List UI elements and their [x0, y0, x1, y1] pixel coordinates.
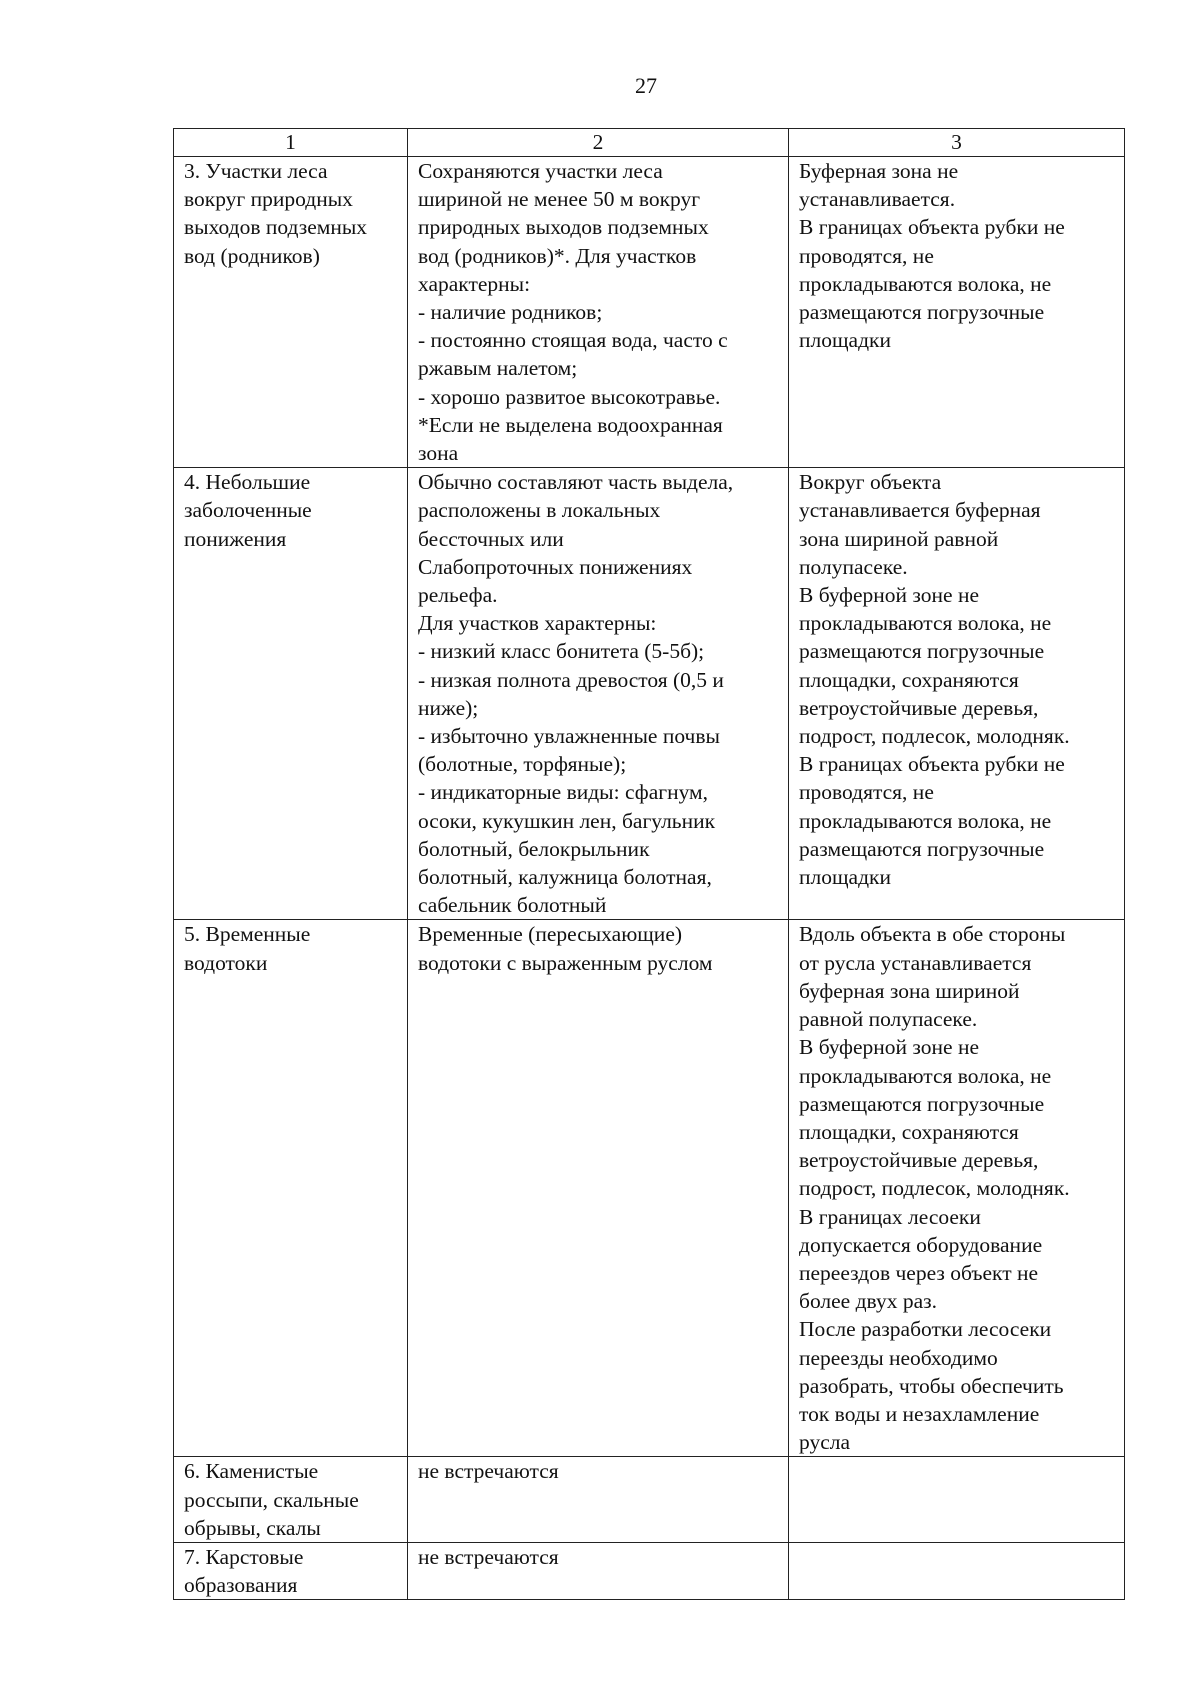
object-description-cell: Обычно составляют часть выдела, расположены в локальных бессточных или Слабопроточных понижениях рельефа. Для участков характерны: - низкий класс бонитета (5-5б); - низкая полнота древостоя (0,5 и ниже); - избыточно увлажненные почвы (болотные, торфяные); - индикаторные виды: сфагнум, осоки, кукушкин лен, багульник болотный, белокрыльник болотный, калужница болотная, сабельник болотный: [408, 468, 789, 920]
object-measures-cell: Буферная зона не устанавливается. В границах объекта рубки не проводятся, не прокладываются волока, не размещаются погрузочные площадки: [789, 157, 1125, 468]
object-measures-cell: Вдоль объекта в обе стороны от русла устанавливается буферная зона шириной равной полупасеке. В буферной зоне не прокладываются волока, не размещаются погрузочные площадки, сохраняются ветроустойчивые деревья, подрост, подлесок, молодняк. В границах лесоеки допускается оборудование переездов через объект не более двух раз. После разработки лесосеки переезды необходимо разобрать, чтобы обеспечить ток воды и незахламление русла: [789, 920, 1125, 1457]
table-header-row: [174, 129, 1125, 157]
object-description-cell: не встречаются: [408, 1457, 789, 1543]
object-description-cell: Сохраняются участки леса шириной не менее 50 м вокруг природных выходов подземных вод (родников)*. Для участков характерны: - наличие родников; - постоянно стоящая вода, часто с ржавым налетом; - хорошо развитое высокотравье. *Если не выделена водоохранная зона: [408, 157, 789, 468]
table-header-cell: 3: [789, 129, 1125, 157]
object-description-cell: не встречаются: [408, 1542, 789, 1599]
object-name-cell: 6. Каменистые россыпи, скальные обрывы, скалы: [174, 1457, 408, 1543]
table-row: [174, 1457, 1125, 1543]
object-measures-cell: [789, 1457, 1125, 1543]
page-number: 27: [635, 73, 657, 98]
table-row: [174, 157, 1125, 468]
table-row: [174, 920, 1125, 1457]
table-header-cell: 2: [408, 129, 789, 157]
object-name-cell: 7. Карстовые образования: [174, 1542, 408, 1599]
object-measures-cell: Вокруг объекта устанавливается буферная зона шириной равной полупасеке. В буферной зоне не прокладываются волока, не размещаются погрузочные площадки, сохраняются ветроустойчивые деревья, подрост, подлесок, молодняк. В границах объекта рубки не проводятся, не прокладываются волока, не размещаются погрузочные площадки: [789, 468, 1125, 920]
object-measures-cell: [789, 1542, 1125, 1599]
object-name-cell: 3. Участки леса вокруг природных выходов подземных вод (родников): [174, 157, 408, 468]
table-row: [174, 468, 1125, 920]
table-header-cell: 1: [174, 129, 408, 157]
object-description-cell: Временные (пересыхающие) водотоки с выраженным руслом: [408, 920, 789, 1457]
object-name-cell: 4. Небольшие заболоченные понижения: [174, 468, 408, 920]
table-row: [174, 1542, 1125, 1599]
object-name-cell: 5. Временные водотоки: [174, 920, 408, 1457]
document-table: [173, 128, 1125, 1600]
